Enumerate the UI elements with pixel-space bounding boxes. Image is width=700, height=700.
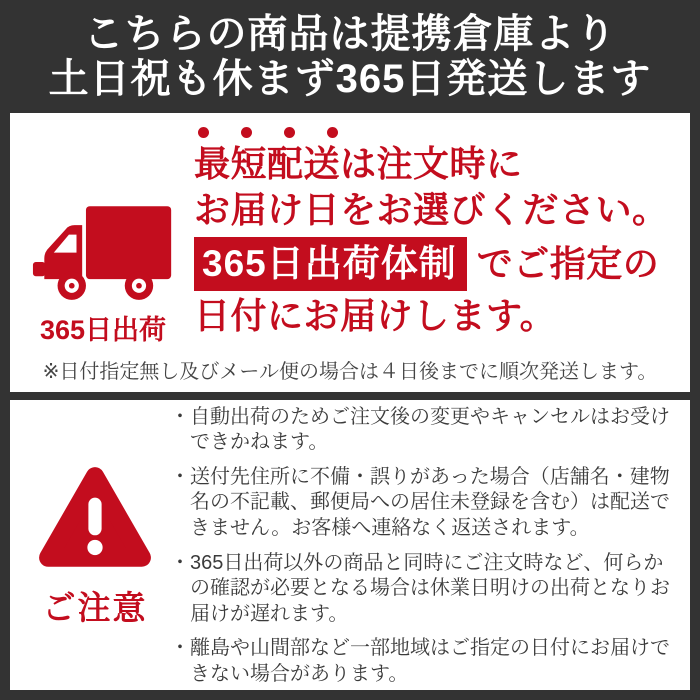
- banner-line-1: こちらの商品は提携倉庫より: [83, 11, 617, 56]
- truck-label: 365日出荷: [39, 315, 167, 345]
- caution-bullet-list: [170, 405, 678, 685]
- caution-label: ご注意: [42, 588, 148, 626]
- emphasis-dot: [284, 127, 295, 138]
- bottom-margin: [0, 690, 700, 700]
- shipping-badge: 365日出荷体制: [194, 237, 467, 291]
- banner-line-2: 土日祝も休まず365日発送します: [48, 56, 652, 101]
- shipping-note: ※日付指定無し及びメール便の場合は４日後までに順次発送します。: [42, 361, 658, 383]
- delivery-headline-4: 日付にお届けします。: [194, 295, 557, 337]
- delivery-truck-icon: [32, 202, 174, 306]
- emphasis-dot: [241, 127, 252, 138]
- delivery-panel: [10, 113, 690, 392]
- truck-column: [24, 121, 182, 351]
- emphasis-dot: [327, 127, 338, 138]
- delivery-headline-2: お届け日をお選びください。: [194, 189, 669, 231]
- caution-bullet: ・365日出荷以外の商品と同時にご注文時など、何らかの確認が必要となる場合は休業日明けの出荷となりお届けが遅れます。: [170, 551, 670, 625]
- caution-bullet: ・離島や山間部など一部地域はご指定の日付にお届けできない場合があります。: [170, 637, 670, 685]
- delivery-text-block: [182, 121, 676, 351]
- caution-column: [20, 410, 170, 682]
- badge-suffix-text: でご指定の: [476, 243, 660, 285]
- emphasis-dot: [198, 127, 209, 138]
- caution-bullet: ・自動出荷のためご注文後の変更やキャンセルはお受けできかねます。: [170, 405, 670, 454]
- panel-divider: [0, 392, 700, 400]
- delivery-headline-1: 最短配送は注文時に: [194, 143, 523, 184]
- top-banner: [0, 0, 700, 113]
- delivery-badge-line: [194, 237, 676, 291]
- warning-triangle-icon: [34, 464, 156, 576]
- caution-panel: [10, 400, 690, 690]
- caution-bullet: ・送付先住所に不備・誤りがあった場合（店舗名・建物名の不記載、郵便局への居住未登録を含む）は配送できません。お客様へ連絡なく返送されます。: [170, 465, 670, 539]
- emphasis-dots: [198, 127, 338, 139]
- delivery-row: [24, 121, 676, 351]
